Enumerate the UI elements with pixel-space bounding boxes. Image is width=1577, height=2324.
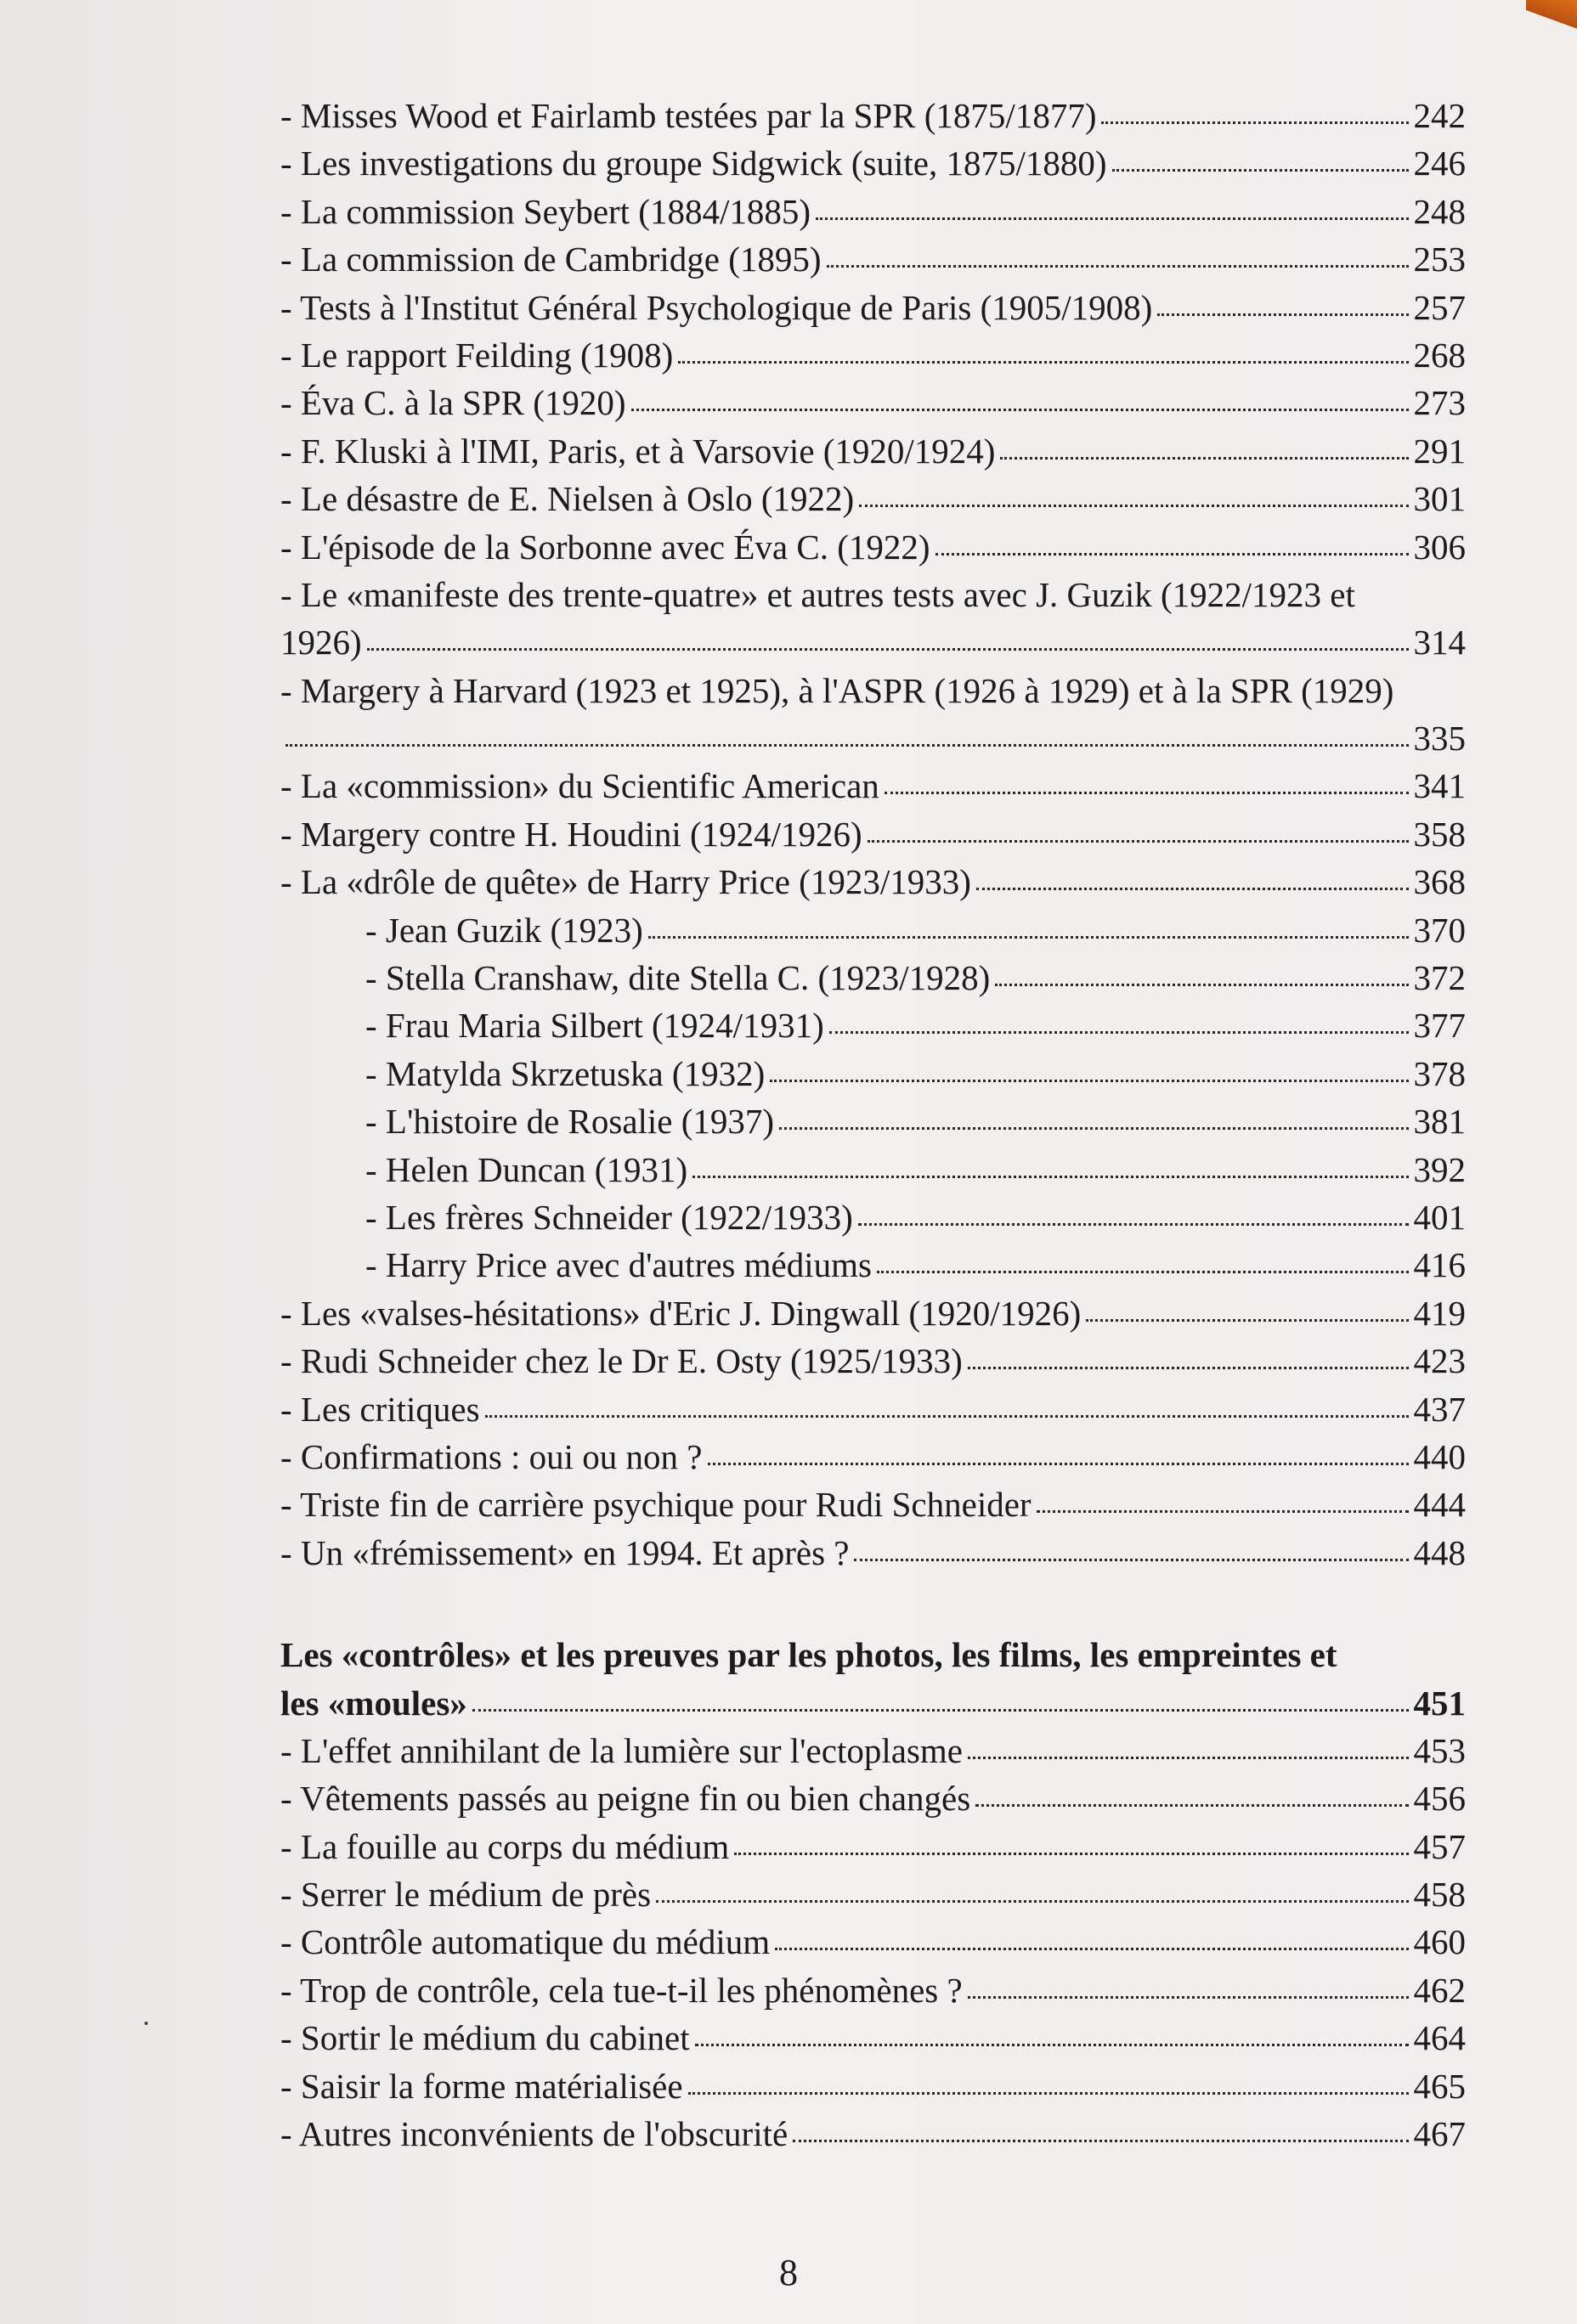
leader-dots	[1101, 121, 1408, 124]
toc-entry	[280, 475, 1466, 522]
toc-entry-label: - La commission Seybert (1884/1885)	[280, 191, 811, 231]
toc-entry-label: - Triste fin de carrière psychique pour Rudi Schneider	[280, 1485, 1032, 1525]
toc-entry-label: - La commission de Cambridge (1895)	[280, 240, 822, 279]
toc-entry-label: - Le «manifeste des trente-quatre» et autres tests avec J. Guzik (1922/1923 et	[280, 574, 1355, 614]
leader-dots	[285, 744, 1409, 747]
leader-dots	[885, 792, 1409, 794]
toc-entry-label: - Tests à l'Institut Général Psychologique de Paris (1905/1908)	[280, 287, 1153, 327]
toc-entry-label: - Margery à Harvard (1923 et 1925), à l'ASPR (1926 à 1929) et à la SPR (1929)	[280, 670, 1394, 710]
toc-entry-page: 301	[1413, 479, 1466, 519]
leader-dots	[877, 1271, 1409, 1273]
toc-entry-page: 368	[1413, 862, 1466, 902]
toc-entry-page: 456	[1413, 1779, 1466, 1819]
leader-dots	[695, 2044, 1409, 2046]
toc-group-c	[280, 1727, 1466, 2158]
toc-entry-label: - Autres inconvénients de l'obscurité	[280, 2114, 788, 2154]
section-heading-line1: Les «contrôles» et les preuves par les photos, les films, les empreintes et	[280, 1635, 1337, 1675]
toc-entry-page: 291	[1413, 431, 1466, 471]
toc-entry	[280, 1433, 1466, 1481]
toc-entry-page: 372	[1413, 958, 1466, 998]
toc-subentry	[280, 954, 1466, 1001]
leader-dots	[816, 217, 1408, 220]
toc-entry-label: - La «drôle de quête» de Harry Price (1923/1933)	[280, 862, 971, 902]
toc-entry-wrapped	[280, 571, 1466, 667]
toc-group-b	[280, 762, 1466, 1577]
toc-entry-page: 453	[1413, 1730, 1466, 1770]
toc-entry	[280, 92, 1466, 139]
toc-entry-page: 381	[1413, 1102, 1466, 1142]
toc-subentry	[280, 1001, 1466, 1049]
toc-entry	[280, 1529, 1466, 1577]
toc-entry-label: - Un «frémissement» en 1994. Et après ?	[280, 1532, 850, 1572]
toc-entry-page: 248	[1413, 191, 1466, 231]
toc-entry-page: 419	[1413, 1293, 1466, 1333]
toc-entry-label: - F. Kluski à l'IMI, Paris, et à Varsovie (1920/1924)	[280, 431, 996, 471]
toc-entry-label-cont: 1926)	[280, 623, 362, 663]
leader-dots	[968, 1367, 1409, 1369]
leader-dots	[968, 1996, 1409, 1999]
toc-entry-page: 257	[1413, 287, 1466, 327]
toc-entry-page: 448	[1413, 1532, 1466, 1572]
toc-entry-page: 458	[1413, 1875, 1466, 1915]
leader-dots	[1037, 1510, 1409, 1513]
leader-dots	[770, 1080, 1408, 1082]
toc-entry-page: 444	[1413, 1485, 1466, 1525]
toc-entry-label: - Les frères Schneider (1922/1933)	[365, 1197, 853, 1237]
toc-entry	[280, 810, 1466, 858]
leader-dots	[968, 1757, 1409, 1759]
toc-entry-page: 246	[1413, 144, 1466, 183]
page-number: 8	[779, 2252, 798, 2293]
leader-dots	[868, 840, 1409, 843]
toc-entry-page: 464	[1413, 2018, 1466, 2058]
toc-entry-page: 358	[1413, 814, 1466, 854]
section-heading-line2: les «moules»	[280, 1683, 467, 1723]
toc-entry	[280, 1870, 1466, 1918]
toc-entry-page: 462	[1413, 1970, 1466, 2010]
toc-entry-page: 457	[1413, 1826, 1466, 1866]
toc-entry-page: 341	[1413, 766, 1466, 806]
toc-entry-page: 268	[1413, 335, 1466, 375]
toc-entry-label: - La fouille au corps du médium	[280, 1826, 730, 1866]
leader-dots	[692, 1176, 1408, 1178]
toc-entry-page: 423	[1413, 1341, 1466, 1381]
toc-entry-label: - Contrôle automatique du médium	[280, 1922, 771, 1962]
toc-entry-label: - Saisir la forme matérialisée	[280, 2066, 683, 2106]
toc-entry-label: - L'épisode de la Sorbonne avec Éva C. (1922)	[280, 527, 930, 567]
leader-dots	[656, 1900, 1408, 1903]
leader-dots	[779, 1127, 1408, 1130]
toc-entry	[280, 1918, 1466, 1966]
toc-entry-label: - Margery contre H. Houdini (1924/1926)	[280, 814, 862, 854]
toc-entry-page: 416	[1413, 1245, 1466, 1285]
toc-entry-label: - Misses Wood et Fairlamb testées par la SPR (1875/1877)	[280, 96, 1097, 135]
toc-entry-page: 392	[1413, 1149, 1466, 1189]
toc-entry	[280, 2062, 1466, 2110]
toc-entry-label: - L'histoire de Rosalie (1937)	[365, 1102, 775, 1142]
leader-dots	[472, 1709, 1409, 1712]
toc-subentry	[280, 1050, 1466, 1097]
table-of-contents	[280, 92, 1466, 2158]
section-heading-page: 451	[1413, 1683, 1466, 1723]
toc-entry	[280, 1966, 1466, 2014]
toc-subentry	[280, 1146, 1466, 1193]
toc-entry	[280, 284, 1466, 331]
book-cover-corner	[1526, 0, 1577, 29]
leader-dots	[1086, 1319, 1408, 1322]
toc-entry-page: 306	[1413, 527, 1466, 567]
toc-entry-page: 467	[1413, 2114, 1466, 2154]
toc-entry-page: 401	[1413, 1197, 1466, 1237]
leader-dots	[858, 1223, 1409, 1226]
leader-dots	[995, 984, 1408, 986]
toc-entry-label: - Frau Maria Silbert (1924/1931)	[365, 1006, 824, 1046]
toc-entry	[280, 1289, 1466, 1337]
toc-entry-page: 335	[1413, 719, 1466, 759]
leader-dots	[775, 1948, 1408, 1950]
leader-dots	[648, 936, 1409, 939]
leader-dots	[1000, 457, 1408, 460]
toc-entry	[280, 1481, 1466, 1528]
toc-entry	[280, 2014, 1466, 2062]
toc-entry-label: - Helen Duncan (1931)	[365, 1149, 688, 1189]
toc-entry-page: 253	[1413, 240, 1466, 279]
toc-entry	[280, 2110, 1466, 2158]
toc-entry-page: 242	[1413, 96, 1466, 135]
toc-entry	[280, 1385, 1466, 1433]
leader-dots	[485, 1415, 1409, 1418]
toc-entry-label: - Les «valses-hésitations» d'Eric J. Dingwall (1920/1926)	[280, 1293, 1082, 1333]
leader-dots	[975, 1804, 1408, 1807]
toc-entry	[280, 1727, 1466, 1774]
toc-entry-page: 273	[1413, 383, 1466, 423]
toc-entry	[280, 523, 1466, 571]
toc-entry-label: - Éva C. à la SPR (1920)	[280, 383, 626, 423]
toc-entry-page: 465	[1413, 2066, 1466, 2106]
leader-dots	[859, 505, 1408, 507]
toc-entry	[280, 331, 1466, 379]
leader-dots	[708, 1463, 1409, 1465]
toc-subentry	[280, 1193, 1466, 1241]
toc-entry-page: 314	[1413, 623, 1466, 663]
toc-subentry	[280, 1241, 1466, 1289]
toc-subentry	[280, 1097, 1466, 1145]
toc-entry-page: 437	[1413, 1389, 1466, 1429]
toc-entry-label: - Trop de contrôle, cela tue-t-il les phénomènes ?	[280, 1970, 963, 2010]
toc-entry-label: - Jean Guzik (1923)	[365, 910, 643, 950]
toc-subentry	[280, 906, 1466, 954]
leader-dots	[688, 2092, 1409, 2095]
toc-entry-label: - Harry Price avec d'autres médiums	[365, 1245, 872, 1285]
toc-entry	[280, 188, 1466, 235]
toc-entry-label: - Serrer le médium de près	[280, 1875, 652, 1915]
toc-entry-label: - Confirmations : oui ou non ?	[280, 1436, 703, 1476]
leader-dots	[1112, 169, 1409, 172]
toc-entry	[280, 235, 1466, 283]
toc-entry-label: - Stella Cranshaw, dite Stella C. (1923/1928)	[365, 958, 991, 998]
toc-entry	[280, 1774, 1466, 1822]
toc-entry-label: - Le désastre de E. Nielsen à Oslo (1922)	[280, 479, 855, 519]
toc-entry-label: - Les critiques	[280, 1389, 480, 1429]
toc-entry-label: - La «commission» du Scientific American	[280, 766, 879, 806]
paper-speck	[144, 2022, 148, 2025]
toc-entry-page: 460	[1413, 1922, 1466, 1962]
leader-dots	[976, 888, 1409, 890]
toc-entry-label: - Matylda Skrzetuska (1932)	[365, 1053, 766, 1093]
toc-entry-label: - Sortir le médium du cabinet	[280, 2018, 690, 2058]
leader-dots	[678, 361, 1408, 364]
toc-entry	[280, 427, 1466, 475]
toc-entry-page: 370	[1413, 910, 1466, 950]
leader-dots	[1157, 313, 1408, 316]
toc-entry-page: 440	[1413, 1436, 1466, 1476]
toc-entry-label: - L'effet annihilant de la lumière sur l'ectoplasme	[280, 1730, 963, 1770]
toc-entry-page: 377	[1413, 1006, 1466, 1046]
leader-dots	[854, 1559, 1408, 1561]
leader-dots	[631, 409, 1409, 411]
section-heading	[280, 1631, 1466, 1727]
leader-dots	[734, 1853, 1408, 1855]
toc-entry-wrapped	[280, 667, 1466, 763]
toc-entry-label: - Le rapport Feilding (1908)	[280, 335, 674, 375]
leader-dots	[367, 648, 1409, 651]
leader-dots	[829, 1031, 1409, 1034]
toc-entry-label: - Les investigations du groupe Sidgwick (suite, 1875/1880)	[280, 144, 1107, 183]
toc-entry-page: 378	[1413, 1053, 1466, 1093]
toc-entry	[280, 762, 1466, 809]
toc-entry-label: - Vêtements passés au peigne fin ou bien changés	[280, 1779, 971, 1819]
toc-entry	[280, 858, 1466, 905]
toc-group-a	[280, 92, 1466, 571]
toc-entry	[280, 379, 1466, 426]
toc-entry-label: - Rudi Schneider chez le Dr E. Osty (1925/1933)	[280, 1341, 963, 1381]
leader-dots	[793, 2140, 1408, 2142]
leader-dots	[935, 553, 1409, 556]
leader-dots	[827, 265, 1409, 268]
toc-entry	[280, 139, 1466, 187]
toc-entry	[280, 1337, 1466, 1385]
toc-entry	[280, 1823, 1466, 1870]
